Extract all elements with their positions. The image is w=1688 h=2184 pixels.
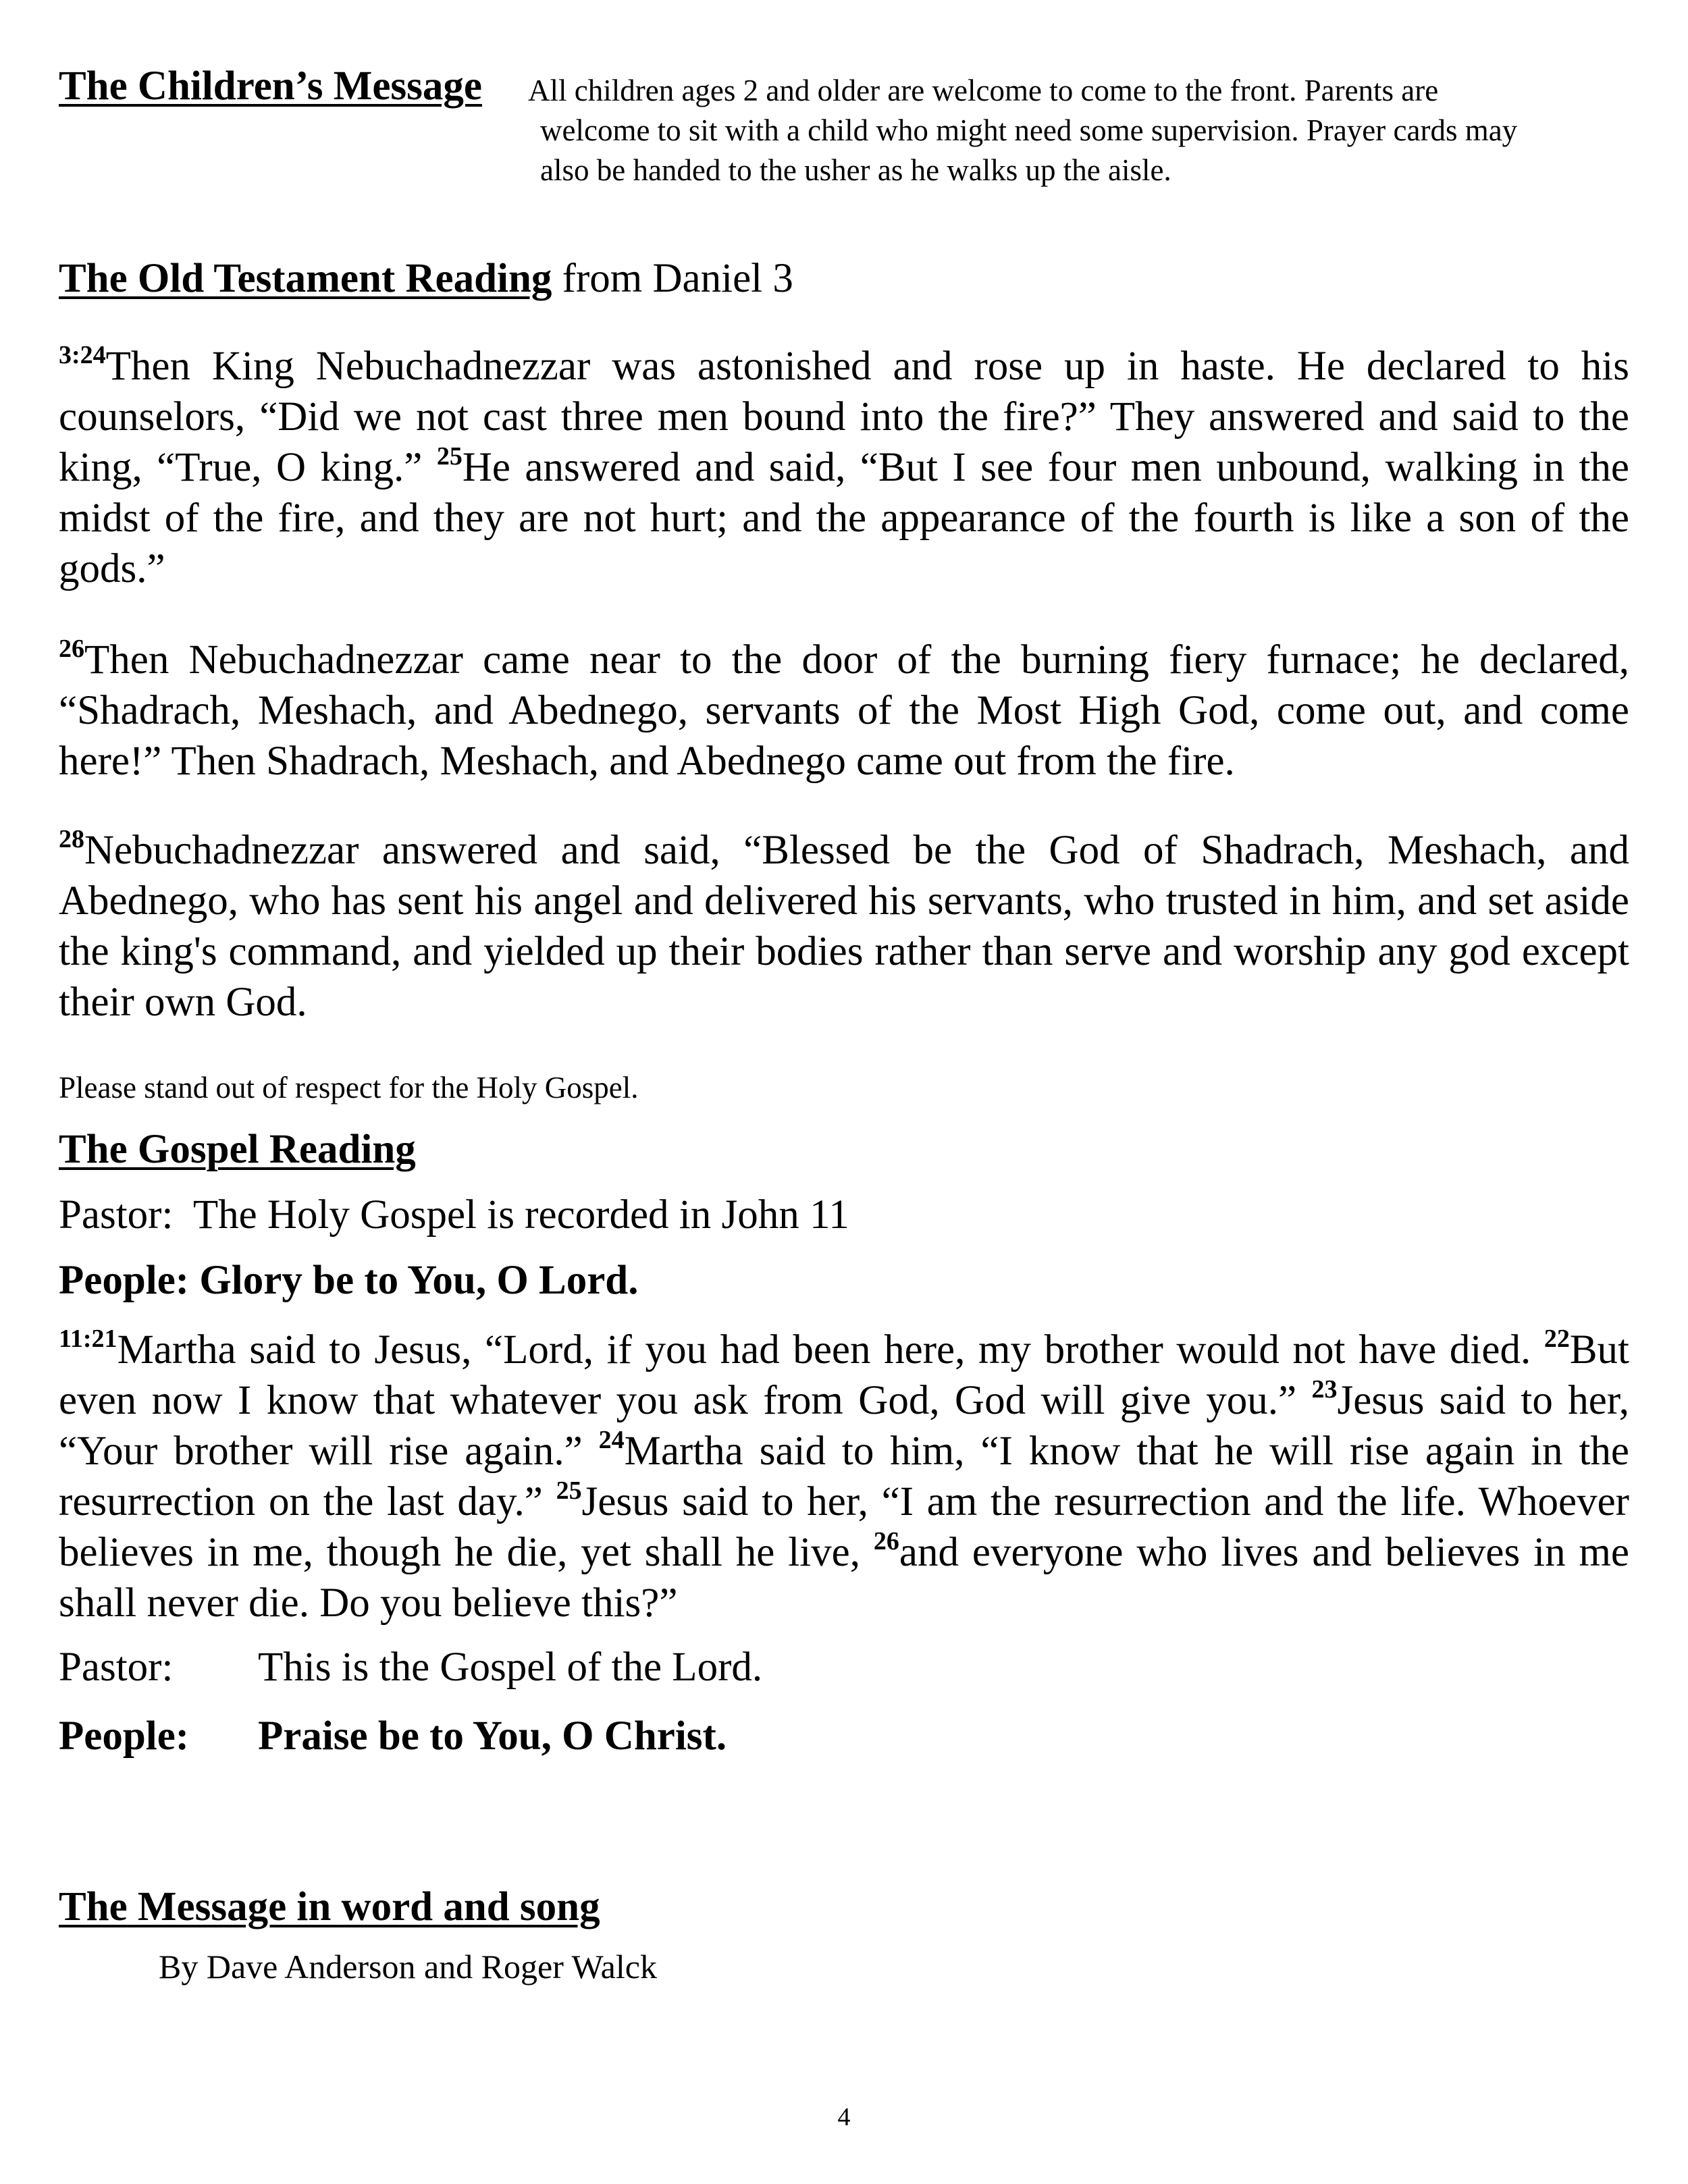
verse-number: 23 <box>1311 1375 1338 1404</box>
gospel-heading: The Gospel Reading <box>59 1127 416 1172</box>
old-testament-paragraph <box>59 825 1629 1028</box>
childrens-message-text <box>528 71 1517 190</box>
verse-number: 22 <box>1544 1325 1570 1353</box>
verse-number: 11:21 <box>59 1325 117 1353</box>
old-testament-heading: The Old Testament Reading <box>59 256 552 301</box>
gospel-people-response: People: Glory be to You, O Lord. <box>59 1258 639 1303</box>
childrens-message-line: welcome to sit with a child who might need some supervision. Prayer cards may <box>540 113 1518 147</box>
verse-text: Then Nebuchadnezzar came near to the door of the burning fiery furnace; he declared, “Shadrach, Meshach, and Abednego, servants of the Most High God, come out, and come here!” Then Shadrach, Meshach, and Abednego came out from the fire. <box>59 637 1629 784</box>
page-number: 4 <box>837 2103 851 2131</box>
childrens-message-line: All children ages 2 and older are welcome to come to the front. Parents are <box>528 74 1439 107</box>
gospel-closing-pastor-text: This is the Gospel of the Lord. <box>258 1645 763 1690</box>
verse-number: 25 <box>556 1476 582 1505</box>
verse-text: Then King Nebuchadnezzar was astonished and rose up in haste. He declared to his counselors, “Did we not cast three men bound into the fire?” They answered and said to the king, “True, O king.” <box>59 344 1629 490</box>
message-heading: The Message in word and song <box>59 1884 600 1929</box>
verse-text: Martha said to him, “I know that he will rise again in the resurrection on the last day.” <box>59 1429 1629 1524</box>
old-testament-source: from Daniel 3 <box>552 256 793 301</box>
old-testament-paragraph <box>59 635 1629 787</box>
verse-number: 24 <box>598 1426 625 1454</box>
childrens-message-line: also be handed to the usher as he walks up the aisle. <box>540 153 1171 187</box>
gospel-closing-pastor-label: Pastor: <box>59 1645 174 1690</box>
verse-number: 26 <box>59 635 84 663</box>
gospel-closing-people-label: People: <box>59 1713 190 1759</box>
old-testament-paragraph <box>59 341 1629 594</box>
old-testament-title <box>59 255 793 302</box>
childrens-message-heading: The Children’s Message <box>59 63 482 109</box>
verse-text: and everyone who lives and believes in me shall never die. Do you believe this?” <box>59 1530 1630 1626</box>
verse-text: Martha said to Jesus, “Lord, if you had been here, my brother would not have died. <box>117 1327 1544 1373</box>
gospel-pastor-intro: Pastor: The Holy Gospel is recorded in John 11 <box>59 1192 849 1237</box>
gospel-closing-people-text: Praise be to You, O Christ. <box>258 1713 727 1759</box>
verse-text: Jesus said to her, “I am the resurrection and the life. Whoever believes in me, though he die, yet shall he live, <box>59 1479 1629 1575</box>
verse-text: Nebuchadnezzar answered and said, “Blessed be the God of Shadrach, Meshach, and Abednego, who has sent his angel and delivered his servants, who trusted in him, and set aside the king's command, and yielded up their bodies rather than serve and worship any god except their own God. <box>59 828 1629 1025</box>
verse-number: 28 <box>59 825 84 853</box>
verse-number: 25 <box>436 442 463 471</box>
stand-note: Please stand out of respect for the Holy Gospel. <box>59 1071 639 1104</box>
verse-number: 26 <box>873 1527 899 1555</box>
verse-text: He answered and said, “But I see four men unbound, walking in the midst of the fire, and they are not hurt; and the appearance of the fourth is like a son of the gods.” <box>59 445 1629 591</box>
verse-number: 3:24 <box>59 341 106 369</box>
verse-text: Jesus said to her, “Your brother will rise again.” <box>59 1378 1630 1474</box>
gospel-paragraph <box>59 1325 1629 1628</box>
message-byline: By Dave Anderson and Roger Walck <box>159 1948 657 1986</box>
verse-text: But even now I know that whatever you ask from God, God will give you.” <box>59 1327 1629 1423</box>
